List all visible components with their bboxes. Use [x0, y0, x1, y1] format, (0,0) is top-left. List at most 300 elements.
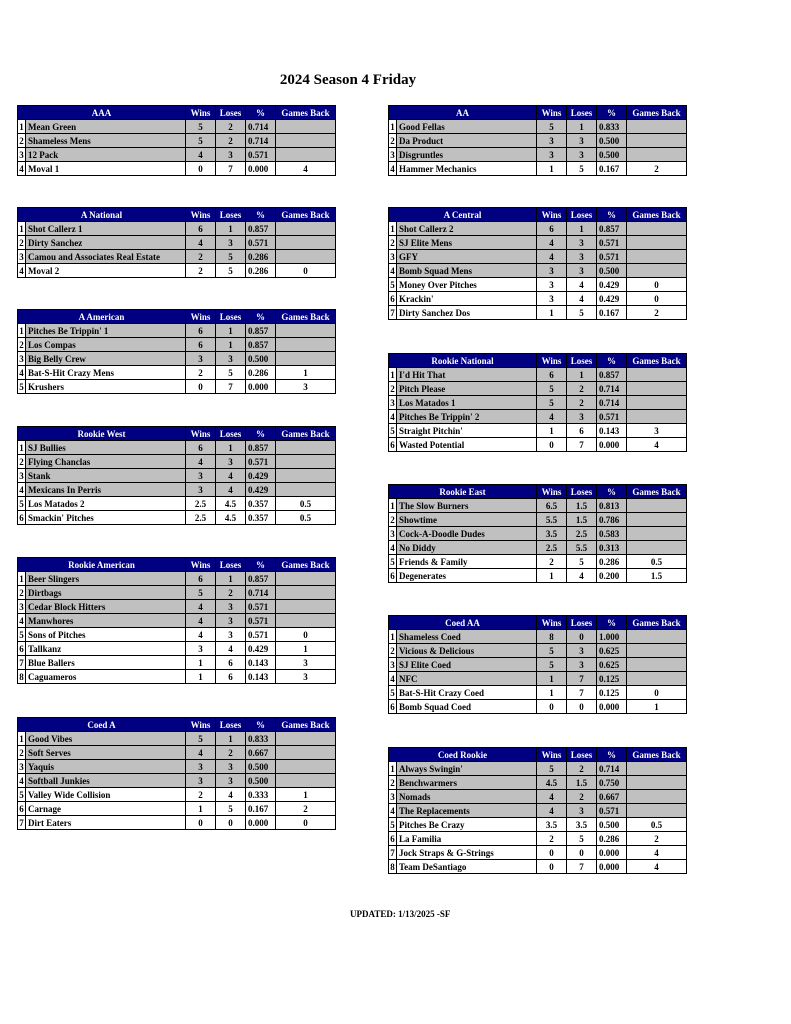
team-name-cell: Caguameros — [26, 670, 186, 684]
updated-footer: UPDATED: 1/13/2025 -SF — [350, 909, 451, 919]
table-row — [389, 410, 687, 424]
rank-cell: 2 — [390, 383, 395, 394]
games-back-cell — [627, 396, 687, 410]
division-name: AA — [389, 106, 537, 120]
loses-cell: 1.5 — [567, 513, 597, 527]
division-name: Coed Rookie — [389, 748, 537, 762]
loses-cell: 0 — [567, 630, 597, 644]
table-row — [18, 774, 336, 788]
pct-cell: 0.857 — [597, 368, 627, 382]
games-back-cell — [276, 222, 336, 236]
team-name-cell: Straight Pitchin' — [397, 424, 537, 438]
loses-header: Loses — [567, 106, 597, 120]
loses-cell: 3 — [567, 410, 597, 424]
header-row — [389, 748, 687, 762]
team-name-cell: Bomb Squad Coed — [397, 700, 537, 714]
rank-cell: 5 — [390, 687, 395, 698]
games-back-cell: 1 — [627, 700, 687, 714]
loses-cell: 4 — [216, 469, 246, 483]
games-back-header: Games Back — [276, 106, 336, 120]
wins-cell: 4 — [537, 236, 567, 250]
wins-cell: 4 — [186, 628, 216, 642]
division-name: Rookie West — [18, 427, 186, 441]
wins-cell: 3 — [186, 352, 216, 366]
table-row — [389, 264, 687, 278]
loses-cell: 3 — [216, 455, 246, 469]
pct-cell: 0.625 — [597, 644, 627, 658]
loses-header: Loses — [567, 208, 597, 222]
wins-header: Wins — [537, 616, 567, 630]
games-back-cell — [627, 368, 687, 382]
games-back-cell: 3 — [276, 380, 336, 394]
loses-cell: 3 — [567, 250, 597, 264]
pct-header: % — [246, 718, 276, 732]
team-name-cell: Softball Junkies — [26, 774, 186, 788]
games-back-cell: 2 — [627, 162, 687, 176]
pct-cell: 0.571 — [597, 804, 627, 818]
games-back-cell — [627, 658, 687, 672]
wins-cell: 3 — [537, 148, 567, 162]
rank-cell: 7 — [19, 657, 24, 668]
table-row — [389, 148, 687, 162]
loses-cell: 4 — [216, 788, 246, 802]
loses-cell: 4 — [216, 483, 246, 497]
rank-cell: 7 — [390, 847, 395, 858]
table-row — [389, 630, 687, 644]
table-row — [389, 438, 687, 452]
team-name-cell: Cedar Block Hitters — [26, 600, 186, 614]
pct-cell: 0.125 — [597, 672, 627, 686]
wins-cell: 5 — [537, 396, 567, 410]
table-row — [389, 832, 687, 846]
division-name: A American — [18, 310, 186, 324]
pct-cell: 0.625 — [597, 658, 627, 672]
pct-cell: 0.000 — [246, 380, 276, 394]
team-name-cell: The Slow Burners — [397, 499, 537, 513]
games-back-cell — [627, 527, 687, 541]
games-back-cell — [627, 513, 687, 527]
games-back-cell — [276, 746, 336, 760]
team-name-cell: I'd Hit That — [397, 368, 537, 382]
team-name-cell: Shameless Mens — [26, 134, 186, 148]
pct-cell: 0.500 — [246, 760, 276, 774]
games-back-cell: 2 — [627, 306, 687, 320]
team-name-cell: Cock-A-Doodle Dudes — [397, 527, 537, 541]
pct-cell: 0.571 — [246, 614, 276, 628]
wins-header: Wins — [186, 427, 216, 441]
team-name-cell: Stank — [26, 469, 186, 483]
table-row — [18, 670, 336, 684]
loses-cell: 4.5 — [216, 511, 246, 525]
pct-cell: 0.125 — [597, 686, 627, 700]
table-row — [389, 382, 687, 396]
page-title: 2024 Season 4 Friday — [279, 72, 417, 88]
loses-cell: 6 — [216, 656, 246, 670]
rank-cell: 2 — [19, 339, 24, 350]
pct-cell: 0.667 — [246, 746, 276, 760]
games-back-cell — [276, 250, 336, 264]
wins-cell: 6 — [537, 222, 567, 236]
games-back-cell: 2 — [627, 832, 687, 846]
rank-cell: 3 — [19, 601, 24, 612]
wins-cell: 8 — [537, 630, 567, 644]
wins-header: Wins — [537, 208, 567, 222]
wins-cell: 0 — [186, 162, 216, 176]
games-back-cell — [627, 222, 687, 236]
rank-cell: 3 — [19, 353, 24, 364]
loses-cell: 1.5 — [567, 776, 597, 790]
loses-cell: 2 — [216, 120, 246, 134]
table-row — [18, 469, 336, 483]
table-row — [18, 338, 336, 352]
rank-cell: 5 — [19, 629, 24, 640]
wins-cell: 4 — [186, 236, 216, 250]
pct-cell: 0.857 — [246, 222, 276, 236]
rank-cell: 4 — [390, 542, 395, 553]
games-back-header: Games Back — [276, 558, 336, 572]
loses-cell: 3 — [567, 148, 597, 162]
standings-table-aaa — [17, 105, 336, 176]
pct-header: % — [597, 208, 627, 222]
pct-header: % — [597, 106, 627, 120]
division-name: Rookie National — [389, 354, 537, 368]
games-back-header: Games Back — [627, 208, 687, 222]
table-row — [389, 860, 687, 874]
team-name-cell: Shot Callerz 2 — [397, 222, 537, 236]
division-name: Rookie American — [18, 558, 186, 572]
pct-cell: 0.429 — [246, 469, 276, 483]
table-row — [389, 134, 687, 148]
games-back-cell — [627, 672, 687, 686]
games-back-cell — [627, 264, 687, 278]
games-back-cell: 3 — [276, 670, 336, 684]
games-back-cell — [627, 776, 687, 790]
games-back-cell — [627, 541, 687, 555]
pct-cell: 0.714 — [597, 396, 627, 410]
team-name-cell: Nomads — [397, 790, 537, 804]
rank-cell: 6 — [19, 803, 24, 814]
team-name-cell: Krackin' — [397, 292, 537, 306]
games-back-cell — [627, 804, 687, 818]
loses-cell: 3 — [216, 236, 246, 250]
games-back-cell — [276, 760, 336, 774]
team-name-cell: Pitches Be Trippin' 2 — [397, 410, 537, 424]
team-name-cell: Shameless Coed — [397, 630, 537, 644]
wins-cell: 5 — [537, 762, 567, 776]
table-row — [389, 499, 687, 513]
pct-cell: 0.286 — [597, 555, 627, 569]
wins-cell: 3.5 — [537, 527, 567, 541]
rank-cell: 2 — [19, 135, 24, 146]
loses-cell: 1 — [216, 222, 246, 236]
loses-cell: 5.5 — [567, 541, 597, 555]
team-name-cell: Valley Wide Collision — [26, 788, 186, 802]
pct-header: % — [246, 558, 276, 572]
standings-table-a-central — [388, 207, 687, 320]
games-back-cell — [276, 148, 336, 162]
pct-cell: 0.714 — [597, 382, 627, 396]
wins-cell: 3 — [537, 264, 567, 278]
team-name-cell: Vicious & Delicious — [397, 644, 537, 658]
loses-cell: 1 — [216, 338, 246, 352]
rank-cell: 6 — [390, 833, 395, 844]
rank-cell: 7 — [19, 817, 24, 828]
pct-cell: 0.786 — [597, 513, 627, 527]
table-row — [389, 762, 687, 776]
standings-table-coed-rookie — [388, 747, 687, 874]
loses-cell: 2 — [567, 382, 597, 396]
wins-cell: 4 — [537, 250, 567, 264]
wins-cell: 5 — [186, 586, 216, 600]
table-row — [18, 586, 336, 600]
header-row — [18, 427, 336, 441]
wins-cell: 3 — [186, 469, 216, 483]
pct-cell: 0.000 — [597, 438, 627, 452]
games-back-cell: 0 — [627, 278, 687, 292]
wins-cell: 2 — [186, 788, 216, 802]
loses-header: Loses — [216, 310, 246, 324]
pct-cell: 0.286 — [597, 832, 627, 846]
games-back-cell: 3 — [627, 424, 687, 438]
games-back-cell: 4 — [627, 846, 687, 860]
games-back-cell — [627, 236, 687, 250]
games-back-cell — [276, 120, 336, 134]
pct-cell: 0.500 — [597, 134, 627, 148]
loses-cell: 5 — [567, 162, 597, 176]
pct-cell: 0.429 — [597, 278, 627, 292]
table-row — [18, 366, 336, 380]
table-row — [389, 424, 687, 438]
pct-cell: 0.357 — [246, 497, 276, 511]
team-name-cell: Hammer Mechanics — [397, 162, 537, 176]
rank-cell: 5 — [390, 556, 395, 567]
pct-header: % — [246, 427, 276, 441]
table-row — [389, 644, 687, 658]
table-row — [389, 368, 687, 382]
team-name-cell: The Replacements — [397, 804, 537, 818]
division-name: Rookie East — [389, 485, 537, 499]
table-row — [18, 380, 336, 394]
team-name-cell: SJ Elite Coed — [397, 658, 537, 672]
games-back-cell: 1 — [276, 366, 336, 380]
team-name-cell: Jock Straps & G-Strings — [397, 846, 537, 860]
games-back-cell — [276, 586, 336, 600]
wins-cell: 4 — [537, 804, 567, 818]
games-back-cell: 3 — [276, 656, 336, 670]
games-back-header: Games Back — [276, 310, 336, 324]
team-name-cell: NFC — [397, 672, 537, 686]
wins-cell: 6 — [186, 441, 216, 455]
table-row — [389, 672, 687, 686]
loses-cell: 4.5 — [216, 497, 246, 511]
team-name-cell: Good Fellas — [397, 120, 537, 134]
pct-cell: 0.714 — [246, 586, 276, 600]
wins-cell: 6.5 — [537, 499, 567, 513]
table-row — [389, 555, 687, 569]
games-back-cell — [276, 236, 336, 250]
table-row — [18, 162, 336, 176]
rank-cell: 3 — [390, 791, 395, 802]
loses-cell: 3 — [216, 148, 246, 162]
wins-cell: 6 — [537, 368, 567, 382]
games-back-cell: 0.5 — [276, 511, 336, 525]
loses-cell: 1 — [216, 441, 246, 455]
table-row — [389, 292, 687, 306]
wins-cell: 5 — [537, 644, 567, 658]
loses-cell: 5 — [216, 250, 246, 264]
loses-cell: 1.5 — [567, 499, 597, 513]
loses-header: Loses — [216, 106, 246, 120]
games-back-cell: 0.5 — [276, 497, 336, 511]
table-row — [389, 527, 687, 541]
loses-cell: 3 — [567, 236, 597, 250]
pct-cell: 0.313 — [597, 541, 627, 555]
team-name-cell: Bat-S-Hit Crazy Mens — [26, 366, 186, 380]
rank-cell: 7 — [390, 307, 395, 318]
loses-cell: 1 — [216, 572, 246, 586]
loses-cell: 7 — [567, 672, 597, 686]
loses-cell: 5 — [567, 306, 597, 320]
rank-cell: 1 — [19, 733, 24, 744]
team-name-cell: Mexicans In Perris — [26, 483, 186, 497]
wins-cell: 0 — [537, 860, 567, 874]
rank-cell: 2 — [390, 514, 395, 525]
pct-cell: 0.857 — [246, 338, 276, 352]
rank-cell: 4 — [19, 615, 24, 626]
wins-cell: 6 — [186, 572, 216, 586]
games-back-cell — [276, 134, 336, 148]
wins-cell: 0 — [186, 380, 216, 394]
rank-cell: 2 — [19, 747, 24, 758]
team-name-cell: Los Matados 2 — [26, 497, 186, 511]
wins-cell: 3 — [186, 774, 216, 788]
loses-cell: 5 — [216, 802, 246, 816]
loses-cell: 3 — [216, 352, 246, 366]
loses-cell: 6 — [567, 424, 597, 438]
team-name-cell: Camou and Associates Real Estate — [26, 250, 186, 264]
pct-cell: 0.000 — [246, 816, 276, 830]
table-row — [389, 162, 687, 176]
pct-cell: 0.000 — [597, 700, 627, 714]
rank-cell: 6 — [19, 643, 24, 654]
rank-cell: 5 — [19, 789, 24, 800]
team-name-cell: Good Vibes — [26, 732, 186, 746]
division-name: Coed A — [18, 718, 186, 732]
team-name-cell: Pitch Please — [397, 382, 537, 396]
loses-cell: 1 — [216, 732, 246, 746]
table-row — [18, 483, 336, 497]
wins-cell: 3 — [537, 292, 567, 306]
loses-cell: 5 — [216, 264, 246, 278]
games-back-cell: 4 — [627, 860, 687, 874]
table-row — [389, 222, 687, 236]
team-name-cell: Bat-S-Hit Crazy Coed — [397, 686, 537, 700]
header-row — [18, 558, 336, 572]
loses-cell: 3 — [567, 644, 597, 658]
team-name-cell: SJ Elite Mens — [397, 236, 537, 250]
loses-cell: 3 — [216, 614, 246, 628]
loses-cell: 1 — [216, 324, 246, 338]
pct-cell: 0.500 — [597, 264, 627, 278]
team-name-cell: No Diddy — [397, 541, 537, 555]
wins-cell: 2 — [186, 264, 216, 278]
games-back-cell: 0 — [627, 686, 687, 700]
team-name-cell: Pitches Be Trippin' 1 — [26, 324, 186, 338]
rank-cell: 1 — [390, 763, 395, 774]
wins-cell: 6 — [186, 324, 216, 338]
table-row — [18, 511, 336, 525]
header-row — [389, 616, 687, 630]
games-back-cell: 1.5 — [627, 569, 687, 583]
rank-cell: 3 — [19, 470, 24, 481]
wins-cell: 3 — [186, 642, 216, 656]
table-row — [389, 804, 687, 818]
loses-cell: 0 — [216, 816, 246, 830]
pct-cell: 0.571 — [246, 148, 276, 162]
loses-cell: 7 — [567, 686, 597, 700]
rank-cell: 2 — [390, 777, 395, 788]
rank-cell: 1 — [19, 442, 24, 453]
wins-cell: 4 — [537, 790, 567, 804]
games-back-cell — [276, 572, 336, 586]
rank-cell: 8 — [390, 861, 395, 872]
table-row — [18, 250, 336, 264]
games-back-cell: 0 — [627, 292, 687, 306]
team-name-cell: Benchwarmers — [397, 776, 537, 790]
pct-cell: 0.571 — [597, 410, 627, 424]
team-name-cell: Dirt Eaters — [26, 816, 186, 830]
loses-cell: 7 — [216, 380, 246, 394]
games-back-cell — [627, 148, 687, 162]
pct-cell: 0.286 — [246, 250, 276, 264]
games-back-cell: 1 — [276, 642, 336, 656]
header-row — [18, 106, 336, 120]
team-name-cell: Dirty Sanchez Dos — [397, 306, 537, 320]
wins-cell: 1 — [186, 802, 216, 816]
loses-cell: 1 — [567, 222, 597, 236]
wins-cell: 4 — [186, 600, 216, 614]
games-back-header: Games Back — [276, 427, 336, 441]
games-back-header: Games Back — [627, 485, 687, 499]
team-name-cell: Wasted Potential — [397, 438, 537, 452]
team-name-cell: GFY — [397, 250, 537, 264]
rank-cell: 5 — [19, 381, 24, 392]
table-row — [389, 278, 687, 292]
standings-table-coed-a — [17, 717, 336, 830]
loses-cell: 4 — [567, 278, 597, 292]
table-row — [18, 497, 336, 511]
rank-cell: 3 — [390, 251, 395, 262]
table-row — [18, 148, 336, 162]
table-row — [389, 790, 687, 804]
wins-header: Wins — [537, 485, 567, 499]
games-back-cell — [276, 774, 336, 788]
games-back-cell: 4 — [627, 438, 687, 452]
wins-cell: 1 — [537, 686, 567, 700]
table-row — [18, 628, 336, 642]
team-name-cell: Money Over Pitches — [397, 278, 537, 292]
pct-header: % — [597, 748, 627, 762]
wins-header: Wins — [537, 748, 567, 762]
games-back-header: Games Back — [627, 748, 687, 762]
table-row — [18, 760, 336, 774]
team-name-cell: Mean Green — [26, 120, 186, 134]
table-row — [18, 746, 336, 760]
table-row — [18, 614, 336, 628]
games-back-cell — [627, 250, 687, 264]
rank-cell: 4 — [390, 265, 395, 276]
rank-cell: 3 — [19, 251, 24, 262]
